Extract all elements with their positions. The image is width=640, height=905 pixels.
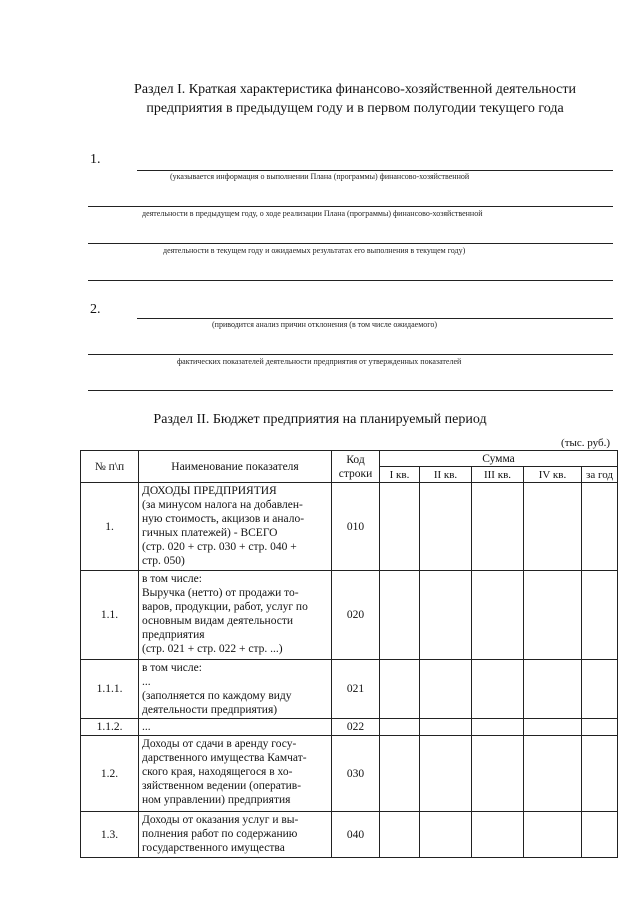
year-cell[interactable] xyxy=(582,719,618,736)
indicator-line: (стр. 021 + стр. 022 + стр. ...) xyxy=(142,643,283,655)
q2-cell[interactable] xyxy=(420,483,472,571)
indicator-line: варов, продукции, работ, услуг по xyxy=(142,601,308,613)
item1-hint: деятельности в предыдущем году, о ходе реализации Плана (программы) финансово-хозяйственной xyxy=(142,209,483,218)
indicator-name xyxy=(139,483,332,571)
q4-cell[interactable] xyxy=(524,483,582,571)
fill-line[interactable] xyxy=(88,280,613,281)
item2-number: 2. xyxy=(90,302,101,317)
section1-title-line1: Раздел I. Краткая характеристика финансово-хозяйственной деятельности xyxy=(134,82,576,97)
header-num: № п\п xyxy=(81,451,139,483)
table-row xyxy=(81,483,618,571)
fill-line[interactable] xyxy=(88,354,613,355)
item1-number: 1. xyxy=(90,152,101,167)
header-q2: II кв. xyxy=(420,467,472,483)
q1-cell[interactable] xyxy=(380,812,420,858)
header-q3: III кв. xyxy=(472,467,524,483)
row-code: 030 xyxy=(332,736,380,812)
year-cell[interactable] xyxy=(582,736,618,812)
header-name: Наименование показателя xyxy=(139,451,332,483)
indicator-line: Выручка (нетто) от продажи то- xyxy=(142,587,299,599)
q2-cell[interactable] xyxy=(420,660,472,719)
q2-cell[interactable] xyxy=(420,812,472,858)
indicator-line: (заполняется по каждому виду xyxy=(142,690,292,702)
indicator-line: ную стоимость, акцизов и анало- xyxy=(142,513,305,525)
table-row xyxy=(81,660,618,719)
q3-cell[interactable] xyxy=(472,812,524,858)
table-row xyxy=(81,736,618,812)
indicator-name xyxy=(139,736,332,812)
q4-cell[interactable] xyxy=(524,660,582,719)
item1-hint: (указывается информация о выполнении Плана (программы) финансово-хозяйственной xyxy=(170,172,470,181)
q3-cell[interactable] xyxy=(472,483,524,571)
table-row xyxy=(81,719,618,736)
indicator-line: деятельности предприятия) xyxy=(142,704,278,716)
fill-line[interactable] xyxy=(88,206,613,207)
row-code: 021 xyxy=(332,660,380,719)
row-code: 020 xyxy=(332,571,380,660)
q3-cell[interactable] xyxy=(472,571,524,660)
indicator-line: дарственного имущества Камчат- xyxy=(142,752,307,764)
q2-cell[interactable] xyxy=(420,571,472,660)
header-sum: Сумма xyxy=(380,451,618,467)
row-number: 1. xyxy=(81,483,139,571)
section1-title xyxy=(60,80,640,118)
indicator-line: Доходы от оказания услуг и вы- xyxy=(142,814,299,826)
indicator-line: основным видам деятельности xyxy=(142,615,294,627)
row-number: 1.1.2. xyxy=(81,719,139,736)
indicator-line: в том числе: xyxy=(142,662,202,674)
indicator-line: государственного имущества xyxy=(142,842,285,854)
header-q1: I кв. xyxy=(380,467,420,483)
indicator-line: ... xyxy=(142,721,151,733)
q4-cell[interactable] xyxy=(524,571,582,660)
q1-cell[interactable] xyxy=(380,571,420,660)
header-year: за год xyxy=(582,467,618,483)
q3-cell[interactable] xyxy=(472,736,524,812)
indicator-line: полнения работ по содержанию xyxy=(142,828,298,840)
indicator-name xyxy=(139,812,332,858)
section1-title-line2: предприятия в предыдущем году и в первом полугодии текущего года xyxy=(146,101,564,116)
item2-hint: (приводится анализ причин отклонения (в том числе ожидаемого) xyxy=(212,320,438,329)
q2-cell[interactable] xyxy=(420,719,472,736)
fill-line[interactable] xyxy=(88,390,613,391)
q4-cell[interactable] xyxy=(524,812,582,858)
table-row xyxy=(81,571,618,660)
indicator-line: в том числе: xyxy=(142,573,202,585)
indicator-line: гичных платежей) - ВСЕГО xyxy=(142,527,278,539)
item2-hint: фактических показателей деятельности предприятия от утвержденных показателей xyxy=(177,357,462,366)
year-cell[interactable] xyxy=(582,483,618,571)
q4-cell[interactable] xyxy=(524,719,582,736)
year-cell[interactable] xyxy=(582,571,618,660)
header-code-line1: Код xyxy=(346,453,365,466)
row-number: 1.2. xyxy=(81,736,139,812)
indicator-line: предприятия xyxy=(142,629,205,641)
row-code: 010 xyxy=(332,483,380,571)
indicator-line: зяйственном ведении (оператив- xyxy=(142,780,302,792)
q1-cell[interactable] xyxy=(380,483,420,571)
q3-cell[interactable] xyxy=(472,660,524,719)
indicator-line: ского края, находящегося в хо- xyxy=(142,766,293,778)
indicator-name xyxy=(139,571,332,660)
budget-table xyxy=(80,450,618,858)
indicator-line: ДОХОДЫ ПРЕДПРИЯТИЯ xyxy=(142,485,277,497)
indicator-line: ном управлении) предприятия xyxy=(142,794,291,806)
year-cell[interactable] xyxy=(582,660,618,719)
q1-cell[interactable] xyxy=(380,660,420,719)
table-row xyxy=(81,812,618,858)
fill-line[interactable] xyxy=(137,318,613,319)
currency-unit: (тыс. руб.) xyxy=(561,437,610,449)
row-number: 1.3. xyxy=(81,812,139,858)
row-code: 040 xyxy=(332,812,380,858)
indicator-line: (за минусом налога на добавлен- xyxy=(142,499,303,511)
indicator-line: (стр. 020 + стр. 030 + стр. 040 + xyxy=(142,541,297,553)
indicator-name xyxy=(139,660,332,719)
fill-line[interactable] xyxy=(137,170,613,171)
q1-cell[interactable] xyxy=(380,736,420,812)
q4-cell[interactable] xyxy=(524,736,582,812)
row-code: 022 xyxy=(332,719,380,736)
row-number: 1.1. xyxy=(81,571,139,660)
q1-cell[interactable] xyxy=(380,719,420,736)
indicator-line: Доходы от сдачи в аренду госу- xyxy=(142,738,297,750)
q3-cell[interactable] xyxy=(472,719,524,736)
header-code-line2: строки xyxy=(338,467,373,480)
indicator-line: стр. 050) xyxy=(142,555,185,567)
fill-line[interactable] xyxy=(88,243,613,244)
item1-hint: деятельности в текущем году и ожидаемых результатах его выполнения в текущем году) xyxy=(163,246,466,255)
section2-title: Раздел II. Бюджет предприятия на планируемый период xyxy=(153,412,487,427)
row-number: 1.1.1. xyxy=(81,660,139,719)
header-code xyxy=(332,451,380,483)
q2-cell[interactable] xyxy=(420,736,472,812)
year-cell[interactable] xyxy=(582,812,618,858)
indicator-line: ... xyxy=(142,676,151,688)
indicator-name xyxy=(139,719,332,736)
header-q4: IV кв. xyxy=(524,467,582,483)
